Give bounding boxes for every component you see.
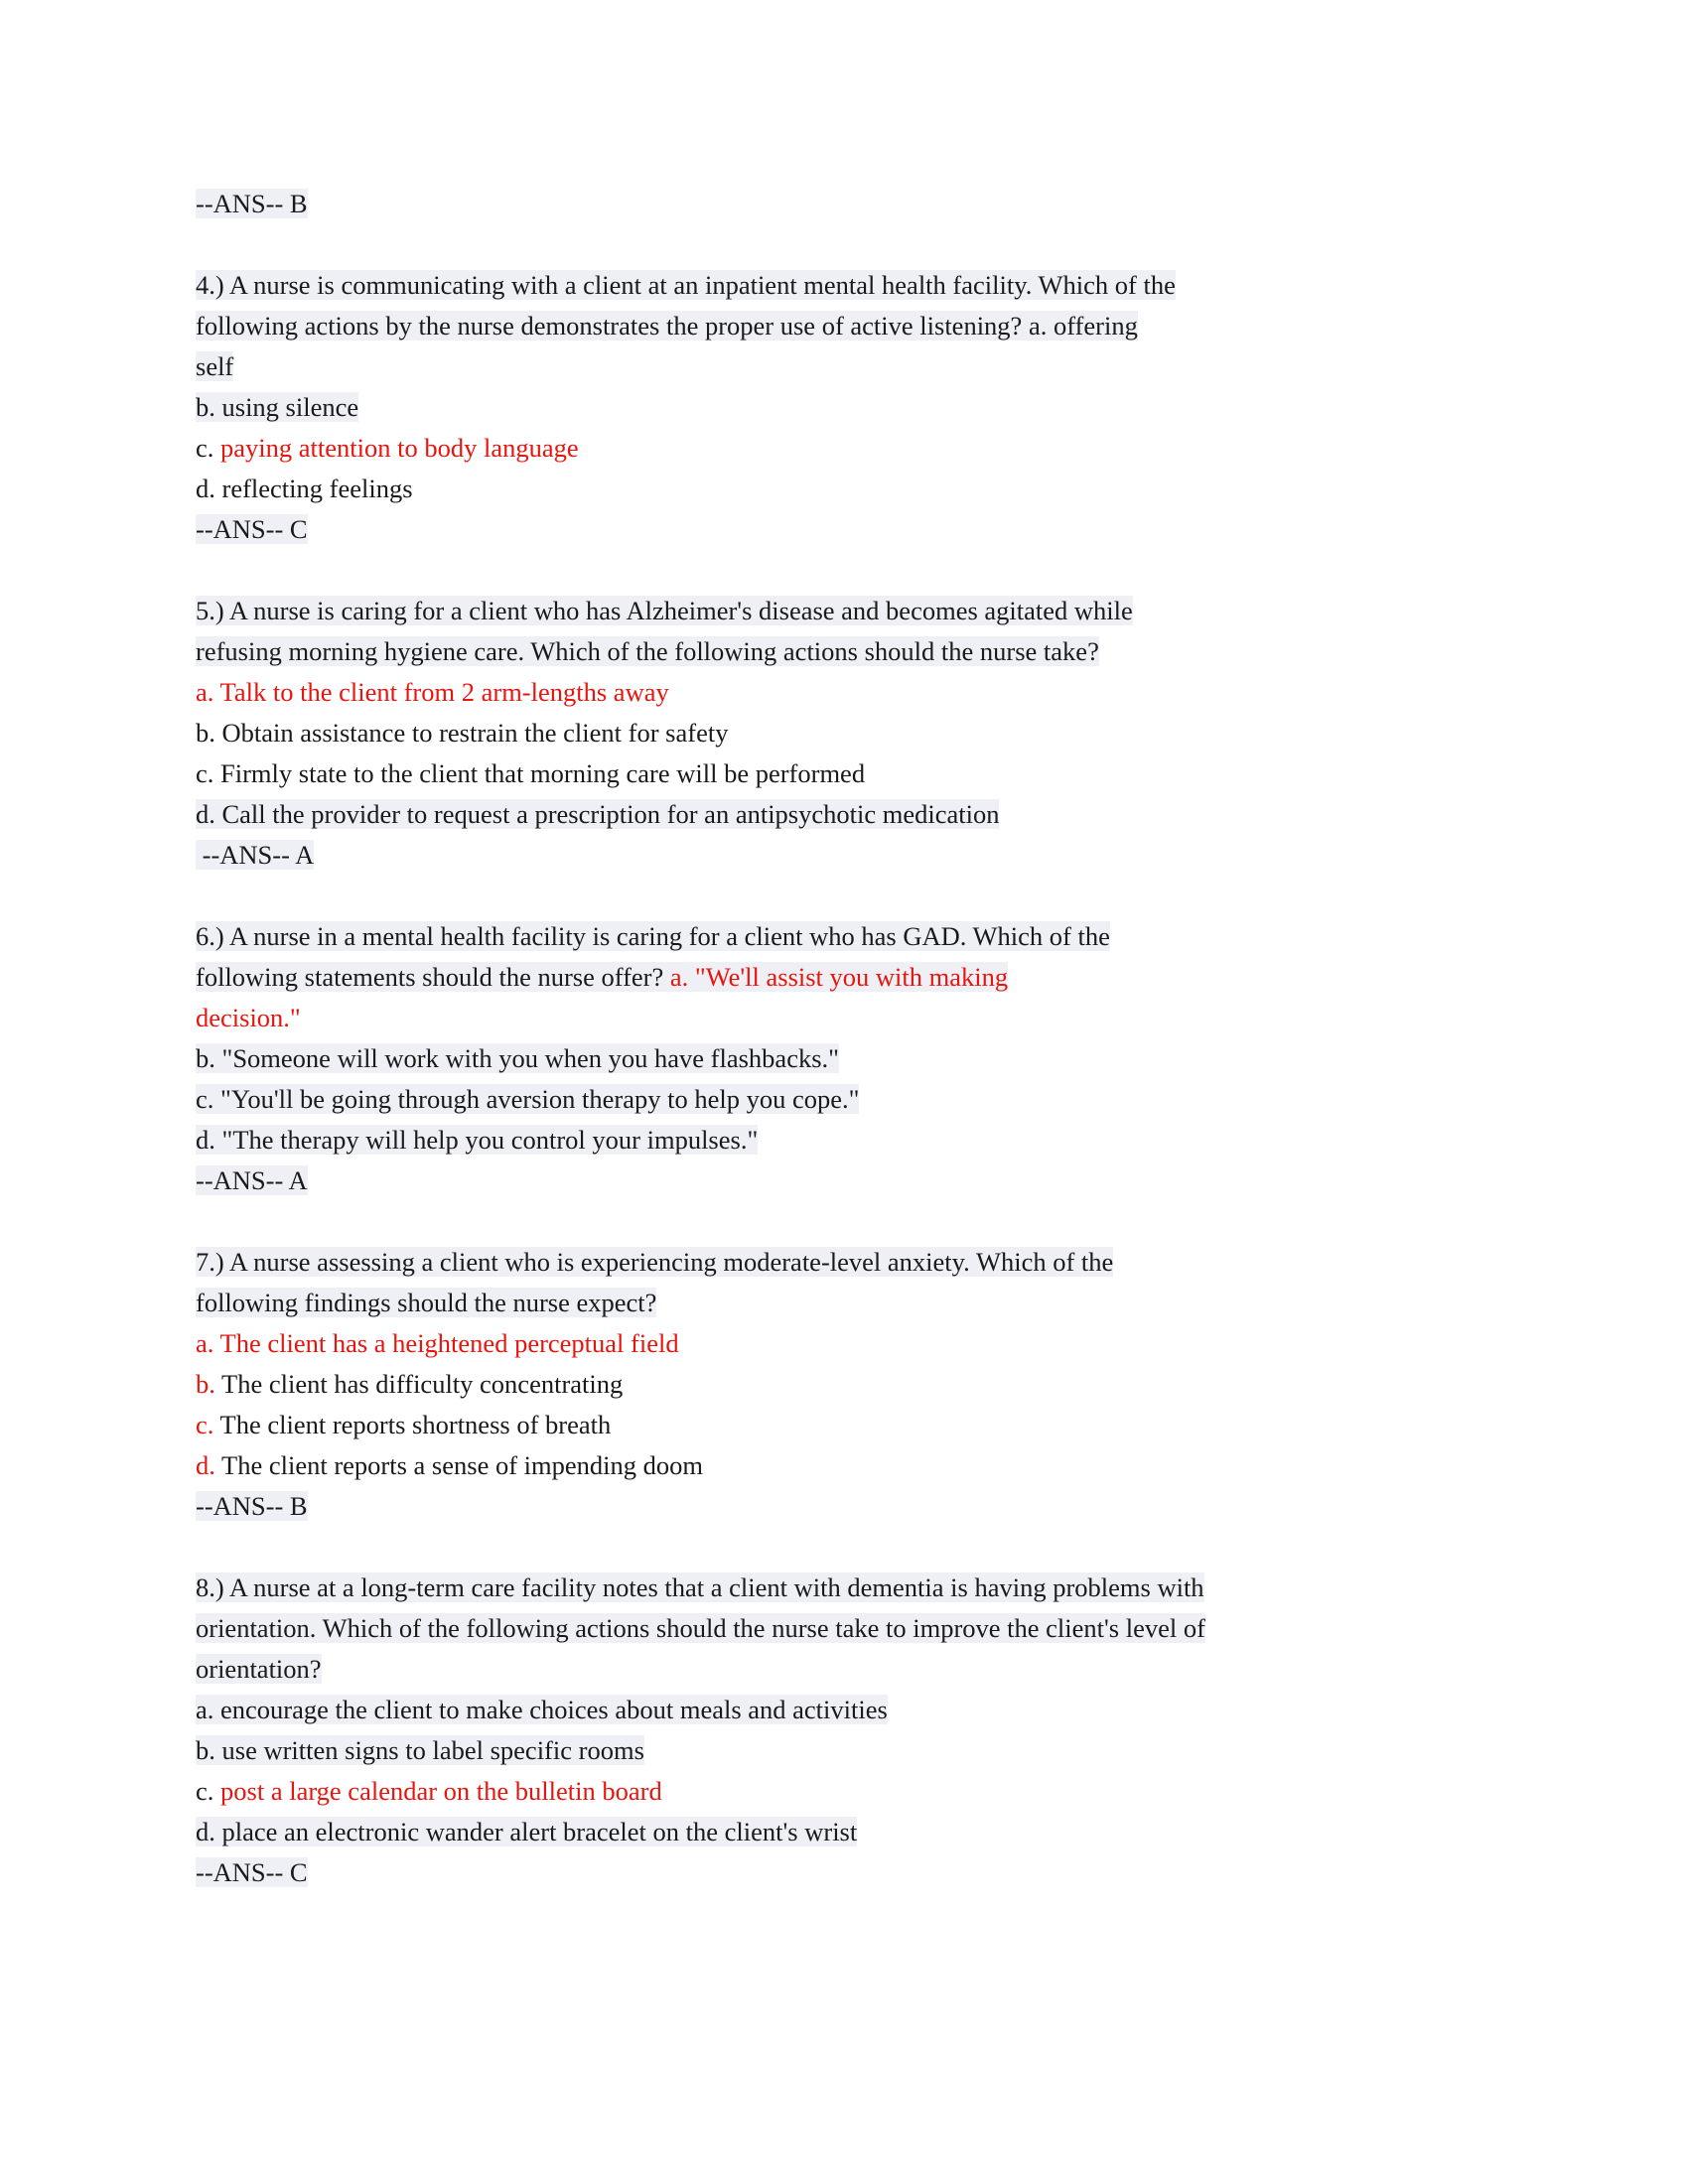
text-line bbox=[196, 1649, 1484, 1690]
highlighted-answer-text: b. bbox=[196, 1369, 215, 1399]
text-span: 7.) A nurse assessing a client who is experiencing moderate-level anxiety. Which of the bbox=[196, 1247, 1114, 1277]
text-line bbox=[196, 1038, 1484, 1079]
text-span: d. Call the provider to request a prescription for an antipsychotic medication bbox=[196, 799, 1000, 829]
text-line bbox=[196, 1323, 1484, 1364]
text-span: self bbox=[196, 351, 234, 381]
text-span: 4.) A nurse is communicating with a client at an inpatient mental health facility. Which of the bbox=[196, 270, 1176, 300]
text-span: c. "You'll be going through aversion therapy to help you cope." bbox=[196, 1084, 860, 1114]
text-line bbox=[196, 346, 1484, 387]
highlighted-answer-text: c. bbox=[196, 1410, 214, 1439]
text-line bbox=[196, 916, 1484, 957]
highlighted-answer-text: decision." bbox=[196, 1003, 301, 1032]
text-line bbox=[196, 794, 1484, 835]
highlighted-answer-text: a. Talk to the client from 2 arm-lengths away bbox=[196, 677, 669, 707]
text-span: The client has difficulty concentrating bbox=[214, 1369, 624, 1399]
text-block bbox=[196, 1242, 1484, 1527]
text-line bbox=[196, 1812, 1484, 1852]
text-line bbox=[196, 753, 1484, 794]
text-line bbox=[196, 1283, 1484, 1323]
text-line bbox=[196, 387, 1484, 428]
text-span: orientation. Which of the following actions should the nurse take to improve the client's level of bbox=[196, 1613, 1205, 1643]
text-line bbox=[196, 1852, 1484, 1893]
text-span: c. bbox=[196, 1776, 221, 1806]
text-span: b. "Someone will work with you when you have flashbacks." bbox=[196, 1043, 839, 1073]
text-line bbox=[196, 631, 1484, 672]
text-line bbox=[196, 1690, 1484, 1730]
text-line bbox=[196, 1079, 1484, 1120]
text-line bbox=[196, 672, 1484, 713]
highlighted-answer-text: a. "We'll assist you with making bbox=[669, 962, 1009, 992]
highlighted-answer-text: post a large calendar on the bulletin board bbox=[220, 1776, 662, 1806]
text-span: --ANS-- C bbox=[196, 514, 308, 544]
document-body bbox=[196, 184, 1484, 1893]
text-line bbox=[196, 835, 1484, 876]
highlighted-answer-text: d. bbox=[196, 1450, 215, 1480]
text-block bbox=[196, 916, 1484, 1201]
text-span: --ANS-- A bbox=[196, 840, 315, 870]
text-span: b. use written signs to label specific rooms bbox=[196, 1735, 644, 1765]
text-span: --ANS-- B bbox=[196, 189, 308, 218]
text-span: following actions by the nurse demonstrates the proper use of active listening? a. offering bbox=[196, 311, 1138, 341]
text-line bbox=[196, 1771, 1484, 1812]
text-span: d. place an electronic wander alert bracelet on the client's wrist bbox=[196, 1817, 858, 1846]
text-block bbox=[196, 1568, 1484, 1893]
text-line bbox=[196, 469, 1484, 509]
text-span: refusing morning hygiene care. Which of the following actions should the nurse take? bbox=[196, 636, 1099, 666]
text-span: d. reflecting feelings bbox=[196, 474, 413, 503]
text-span: c. Firmly state to the client that morning care will be performed bbox=[196, 758, 866, 788]
text-span: a. encourage the client to make choices about meals and activities bbox=[196, 1695, 888, 1724]
text-line bbox=[196, 1445, 1484, 1486]
text-line bbox=[196, 184, 1484, 224]
text-span: orientation? bbox=[196, 1654, 322, 1684]
text-line bbox=[196, 998, 1484, 1038]
text-span: The client reports shortness of breath bbox=[213, 1410, 612, 1439]
text-line bbox=[196, 1364, 1484, 1405]
text-span: c. bbox=[196, 433, 221, 463]
text-line bbox=[196, 957, 1484, 998]
text-line bbox=[196, 265, 1484, 306]
text-line bbox=[196, 1120, 1484, 1160]
text-line bbox=[196, 591, 1484, 631]
highlighted-answer-text: paying attention to body language bbox=[220, 433, 579, 463]
text-block bbox=[196, 265, 1484, 550]
text-line bbox=[196, 1486, 1484, 1527]
text-span: The client reports a sense of impending doom bbox=[214, 1450, 703, 1480]
text-span: b. Obtain assistance to restrain the client for safety bbox=[196, 718, 729, 748]
text-line bbox=[196, 1730, 1484, 1771]
text-span: b. using silence bbox=[196, 392, 359, 422]
text-span: d. "The therapy will help you control your impulses." bbox=[196, 1125, 759, 1155]
text-span: --ANS-- B bbox=[196, 1491, 308, 1521]
text-line bbox=[196, 1568, 1484, 1608]
text-line bbox=[196, 1608, 1484, 1649]
text-line bbox=[196, 1405, 1484, 1445]
text-line bbox=[196, 713, 1484, 753]
text-span: --ANS-- A bbox=[196, 1165, 308, 1195]
text-line bbox=[196, 1242, 1484, 1283]
text-block bbox=[196, 184, 1484, 224]
text-span: --ANS-- C bbox=[196, 1857, 308, 1887]
text-block bbox=[196, 591, 1484, 876]
text-span: 5.) A nurse is caring for a client who has Alzheimer's disease and becomes agitated while bbox=[196, 596, 1133, 625]
text-line bbox=[196, 509, 1484, 550]
text-line bbox=[196, 428, 1484, 469]
text-span: following statements should the nurse offer? bbox=[196, 962, 670, 992]
text-line bbox=[196, 306, 1484, 346]
text-span: 8.) A nurse at a long-term care facility notes that a client with dementia is having problems with bbox=[196, 1572, 1204, 1602]
text-line bbox=[196, 1160, 1484, 1201]
text-span: following findings should the nurse expect? bbox=[196, 1288, 657, 1317]
text-span: 6.) A nurse in a mental health facility is caring for a client who has GAD. Which of the bbox=[196, 921, 1110, 951]
highlighted-answer-text: a. The client has a heightened perceptual field bbox=[196, 1328, 679, 1358]
